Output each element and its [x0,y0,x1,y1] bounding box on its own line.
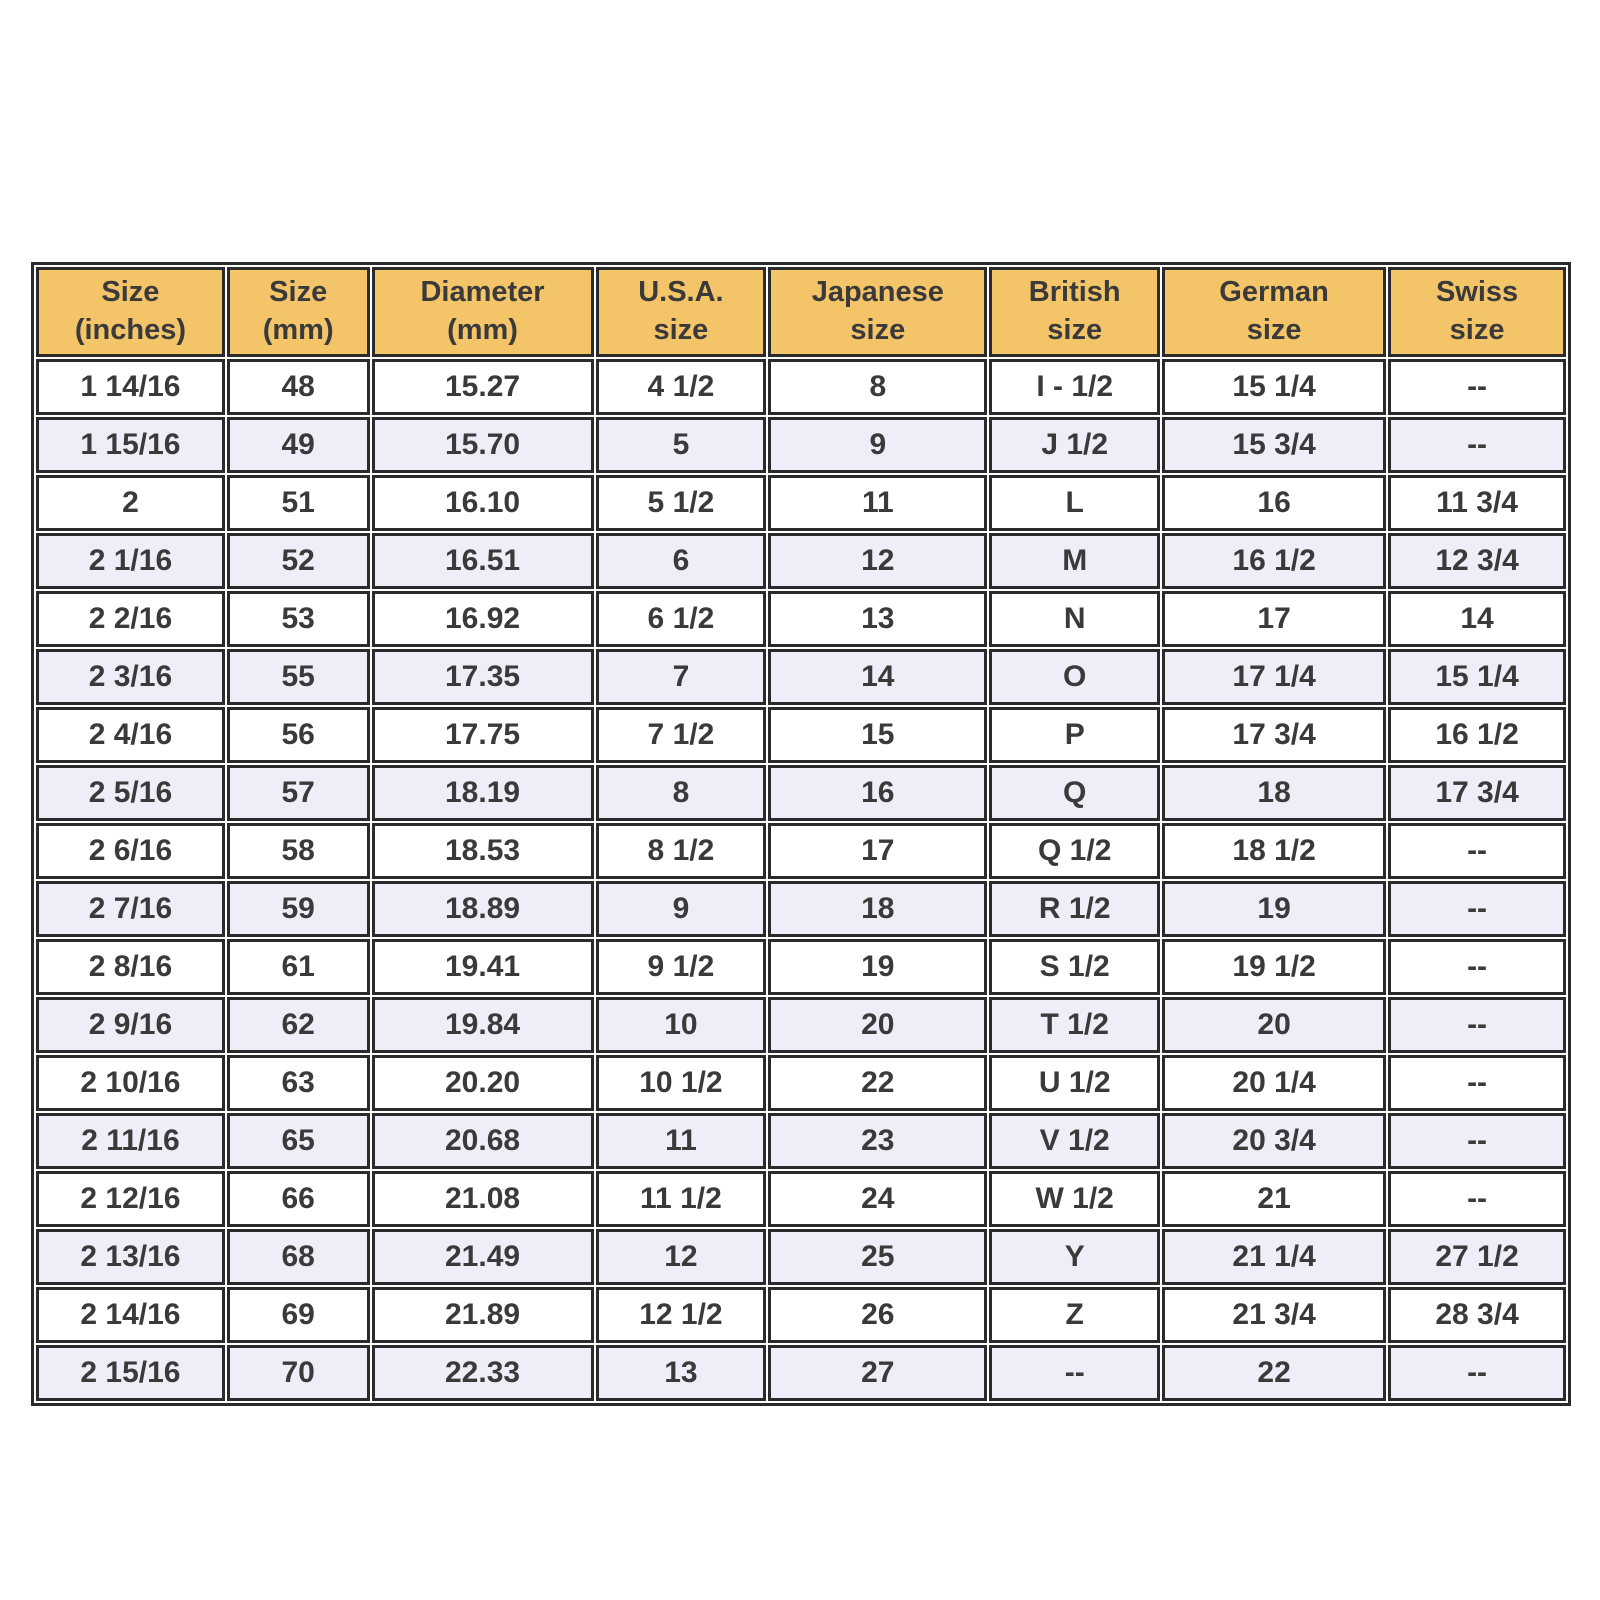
column-header-2 [227,267,370,357]
table-cell: 8 1/2 [596,823,767,879]
table-cell: 2 10/16 [36,1055,225,1111]
table-row [36,707,1566,763]
table-cell: I - 1/2 [989,359,1160,415]
table-cell: 1 15/16 [36,417,225,473]
table-cell: 6 1/2 [596,591,767,647]
column-header-line: U.S.A. [638,276,724,309]
table-cell: Q [989,765,1160,821]
column-header-line: Swiss [1435,276,1519,309]
table-cell: 17.35 [372,649,594,705]
table-row [36,1171,1566,1227]
table-cell: 17 3/4 [1162,707,1386,763]
table-cell: 14 [768,649,987,705]
table-row [36,1055,1566,1111]
table-cell: 19.41 [372,939,594,995]
table-cell: -- [1388,1055,1566,1111]
table-cell: 18 [1162,765,1386,821]
table-cell: 24 [768,1171,987,1227]
table-cell: 15.70 [372,417,594,473]
table-cell: 61 [227,939,370,995]
table-cell: 12 [596,1229,767,1285]
table-cell: 12 1/2 [596,1287,767,1343]
table-cell: 15 3/4 [1162,417,1386,473]
table-cell: 20 1/4 [1162,1055,1386,1111]
table-cell: 2 14/16 [36,1287,225,1343]
table-row [36,765,1566,821]
table-cell: 16.10 [372,475,594,531]
table-cell: -- [1388,417,1566,473]
table-cell: 21 3/4 [1162,1287,1386,1343]
table-cell: 21 1/4 [1162,1229,1386,1285]
table-cell: 11 [768,475,987,531]
table-cell: 13 [768,591,987,647]
table-cell: 2 9/16 [36,997,225,1053]
table-cell: 11 [596,1113,767,1169]
column-header-line: German [1219,276,1329,309]
table-cell: 68 [227,1229,370,1285]
table-cell: -- [1388,1113,1566,1169]
table-cell: 48 [227,359,370,415]
table-cell: 1 14/16 [36,359,225,415]
table-cell: 59 [227,881,370,937]
table-cell: 16.51 [372,533,594,589]
column-header-8 [1388,267,1566,357]
table-row [36,475,1566,531]
table-cell: 7 [596,649,767,705]
table-cell: 22.33 [372,1345,594,1401]
table-cell: 19 1/2 [1162,939,1386,995]
table-cell: 58 [227,823,370,879]
table-cell: R 1/2 [989,881,1160,937]
table-cell: 15 1/4 [1388,649,1566,705]
table-cell: 11 1/2 [596,1171,767,1227]
table-cell: 7 1/2 [596,707,767,763]
table-cell: 2 3/16 [36,649,225,705]
column-header-line: size [850,314,906,346]
table-cell: 2 1/16 [36,533,225,589]
ring-size-conversion-table [31,262,1571,1406]
table-cell: 13 [596,1345,767,1401]
table-cell: 65 [227,1113,370,1169]
table-cell: 10 [596,997,767,1053]
table-cell: 21.49 [372,1229,594,1285]
table-cell: 21.08 [372,1171,594,1227]
table-cell: 66 [227,1171,370,1227]
table-row [36,417,1566,473]
table-row [36,591,1566,647]
table-cell: 57 [227,765,370,821]
table-cell: -- [1388,359,1566,415]
table-cell: 52 [227,533,370,589]
header-row [36,267,1566,357]
table-cell: 18.19 [372,765,594,821]
table-cell: 51 [227,475,370,531]
table-cell: O [989,649,1160,705]
table-cell: -- [1388,997,1566,1053]
table-cell: 10 1/2 [596,1055,767,1111]
table-cell: 28 3/4 [1388,1287,1566,1343]
table-cell: 16 1/2 [1388,707,1566,763]
column-header-line: (mm) [447,314,518,346]
table-cell: 14 [1388,591,1566,647]
table-cell: N [989,591,1160,647]
table-cell: 70 [227,1345,370,1401]
table-cell: 20 [768,997,987,1053]
table-cell: 63 [227,1055,370,1111]
column-header-line: size [653,314,709,346]
table-cell: T 1/2 [989,997,1160,1053]
table-cell: P [989,707,1160,763]
table-cell: 2 6/16 [36,823,225,879]
column-header-5 [768,267,987,357]
table-cell: 6 [596,533,767,589]
table-cell: 18 [768,881,987,937]
table-cell: 15 1/4 [1162,359,1386,415]
table-cell: -- [1388,939,1566,995]
table-cell: J 1/2 [989,417,1160,473]
column-header-1 [36,267,225,357]
column-header-line: (mm) [262,314,334,346]
column-header-6 [989,267,1160,357]
table-cell: Q 1/2 [989,823,1160,879]
table-cell: 2 7/16 [36,881,225,937]
table-cell: 49 [227,417,370,473]
table-cell: 17.75 [372,707,594,763]
table-cell: 2 2/16 [36,591,225,647]
column-header-line: size [1449,314,1505,346]
table-cell: 20.68 [372,1113,594,1169]
table-body [36,359,1566,1401]
table-cell: 23 [768,1113,987,1169]
table-cell: 62 [227,997,370,1053]
table-cell: 18.89 [372,881,594,937]
table-cell: -- [1388,823,1566,879]
table-cell: -- [989,1345,1160,1401]
table-cell: 2 11/16 [36,1113,225,1169]
table-cell: 17 3/4 [1388,765,1566,821]
table-cell: 9 [768,417,987,473]
table-cell: 2 5/16 [36,765,225,821]
table-cell: 69 [227,1287,370,1343]
table-cell: -- [1388,1345,1566,1401]
table-cell: 4 1/2 [596,359,767,415]
table-row [36,1287,1566,1343]
table-cell: 25 [768,1229,987,1285]
column-header-line: (inches) [74,314,187,346]
table-cell: 12 3/4 [1388,533,1566,589]
table-cell: 55 [227,649,370,705]
table-cell: 20 [1162,997,1386,1053]
table-row [36,533,1566,589]
column-header-7 [1162,267,1386,357]
table-cell: 56 [227,707,370,763]
table-cell: 17 [768,823,987,879]
table-cell: 27 1/2 [1388,1229,1566,1285]
column-header-line: size [1246,314,1302,346]
table-cell: 18 1/2 [1162,823,1386,879]
table-cell: 53 [227,591,370,647]
table-cell: M [989,533,1160,589]
table-row [36,359,1566,415]
column-header-4 [596,267,767,357]
table-cell: 22 [768,1055,987,1111]
table-row [36,881,1566,937]
table-cell: 20 3/4 [1162,1113,1386,1169]
column-header-line: Diameter [420,276,545,309]
table-cell: 19 [768,939,987,995]
table-cell: S 1/2 [989,939,1160,995]
column-header-line: British [1028,276,1121,309]
table-cell: 22 [1162,1345,1386,1401]
table-cell: 27 [768,1345,987,1401]
table-cell: 8 [596,765,767,821]
table-cell: V 1/2 [989,1113,1160,1169]
table-cell: U 1/2 [989,1055,1160,1111]
table-cell: 11 3/4 [1388,475,1566,531]
column-header-line: Size [101,276,160,309]
table-cell: 20.20 [372,1055,594,1111]
table-row [36,1345,1566,1401]
table-cell: 16 [1162,475,1386,531]
table-cell: W 1/2 [989,1171,1160,1227]
table-cell: 2 4/16 [36,707,225,763]
table-cell: 16.92 [372,591,594,647]
table-cell: 19 [1162,881,1386,937]
table-cell: 17 [1162,591,1386,647]
table-cell: 5 [596,417,767,473]
table-row [36,823,1566,879]
table-cell: 16 [768,765,987,821]
table-cell: 21.89 [372,1287,594,1343]
table-cell: 9 [596,881,767,937]
table-row [36,649,1566,705]
table-cell: 15 [768,707,987,763]
table-row [36,939,1566,995]
column-header-line: Size [269,276,328,309]
table-cell: 2 [36,475,225,531]
table-cell: 2 8/16 [36,939,225,995]
table-cell: 2 12/16 [36,1171,225,1227]
column-header-line: size [1047,314,1103,346]
table-cell: 8 [768,359,987,415]
column-header-line: Japanese [811,276,944,309]
table-cell: 19.84 [372,997,594,1053]
table-cell: -- [1388,881,1566,937]
table-cell: 5 1/2 [596,475,767,531]
table-cell: Z [989,1287,1160,1343]
table-cell: -- [1388,1171,1566,1227]
table-cell: 17 1/4 [1162,649,1386,705]
table-cell: 2 13/16 [36,1229,225,1285]
table-header [36,267,1566,357]
table-cell: 21 [1162,1171,1386,1227]
table-cell: 15.27 [372,359,594,415]
table-row [36,1113,1566,1169]
table-cell: 2 15/16 [36,1345,225,1401]
table-cell: 18.53 [372,823,594,879]
table-cell: 9 1/2 [596,939,767,995]
table-cell: 12 [768,533,987,589]
column-header-3 [372,267,594,357]
table-row [36,1229,1566,1285]
table-row [36,997,1566,1053]
table-cell: L [989,475,1160,531]
table-cell: Y [989,1229,1160,1285]
table-cell: 26 [768,1287,987,1343]
table-cell: 16 1/2 [1162,533,1386,589]
